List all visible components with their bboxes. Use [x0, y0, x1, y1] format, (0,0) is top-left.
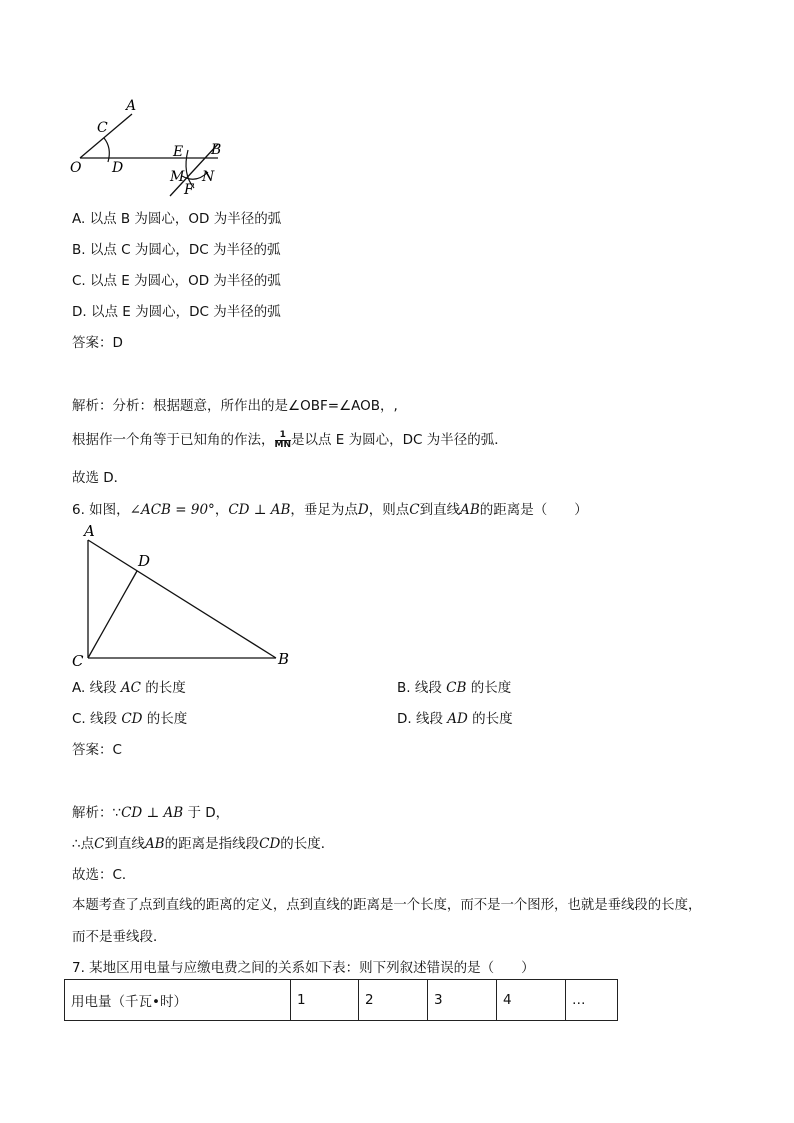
- electricity-table: [64, 979, 618, 1021]
- label-d: D: [112, 160, 124, 176]
- side-ab: [88, 540, 276, 658]
- table-cell: …: [566, 980, 618, 1021]
- table-cell: 4: [497, 980, 566, 1021]
- q6-stem: 6. 如图，∠ACB = 90°，CD ⊥ AB，垂足为点D，则点C到直线AB的距离是（ ）: [72, 502, 588, 518]
- q5-analysis-text-post: 是以点 E 为圆心，DC 为半径的弧．: [291, 432, 508, 448]
- q6-option-d: D. 线段 AD 的长度: [397, 711, 513, 727]
- q7-stem: 7. 某地区用电量与应缴电费之间的关系如下表：则下列叙述错误的是（ ）: [72, 960, 535, 976]
- q5-option-a: A. 以点 B 为圆心，OD 为半径的弧: [72, 211, 282, 227]
- q5-fraction: $\frac{1}{MN}$: [274, 429, 291, 450]
- label-c: C: [97, 120, 108, 136]
- q6-answer: 答案：C: [72, 742, 122, 758]
- q6-note-line1: 本题考查了点到直线的距离的定义，点到直线的距离是一个长度，而不是一个图形，也就是垂线段的长度，: [72, 898, 702, 913]
- label-b: B: [211, 142, 222, 158]
- label-a: A: [126, 98, 137, 114]
- table-cell: 2: [359, 980, 428, 1021]
- label-e: E: [173, 144, 184, 160]
- q5-analysis-line2: [72, 428, 508, 450]
- q5-conclusion: 故选 D．: [72, 470, 128, 486]
- q6-analysis: 解析：∵CD ⊥ AB 于 D，: [72, 805, 230, 821]
- label-f: F: [184, 182, 194, 198]
- label-m: M: [170, 169, 185, 185]
- label-a: A: [84, 522, 95, 540]
- q6-option-b: B. 线段 CB 的长度: [397, 680, 512, 696]
- table-cell: 1: [291, 980, 359, 1021]
- q5-option-b: B. 以点 C 为圆心，DC 为半径的弧: [72, 242, 281, 258]
- label-b: B: [278, 650, 290, 668]
- table-cell: 3: [428, 980, 497, 1021]
- q6-therefore: ∴点C到直线AB的距离是指线段CD的长度．: [72, 836, 335, 852]
- q5-option-d: D. 以点 E 为圆心，DC 为半径的弧: [72, 304, 281, 320]
- label-n: N: [202, 169, 215, 185]
- right-triangle-figure: [64, 518, 304, 676]
- label-d: D: [138, 552, 151, 570]
- q5-analysis-text-pre: 根据作一个角等于已知角的作法，: [72, 432, 275, 448]
- label-o: O: [70, 160, 82, 176]
- angle-construction-figure: [60, 92, 240, 202]
- q6-conclusion: 故选：C．: [72, 867, 136, 883]
- q6-option-c: C. 线段 CD 的长度: [72, 711, 188, 727]
- label-c: C: [72, 652, 84, 670]
- q6-note-line2: 而不是垂线段．: [72, 929, 167, 945]
- q5-option-c: C. 以点 E 为圆心，OD 为半径的弧: [72, 273, 281, 289]
- table-row: [65, 980, 618, 1021]
- q5-analysis-line1: 解析：分析：根据题意，所作出的是∠OBF=∠AOB，,: [72, 398, 398, 414]
- q6-option-a: A. 线段 AC 的长度: [72, 680, 186, 696]
- q5-answer: 答案：D: [72, 335, 123, 351]
- table-header-cell: 用电量（千瓦•时）: [65, 980, 291, 1021]
- segment-cd: [88, 571, 137, 658]
